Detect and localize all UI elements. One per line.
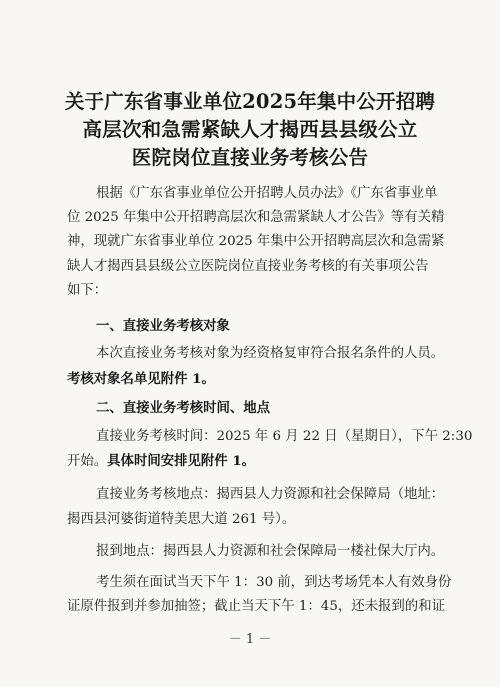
report-location: 报到地点：揭西县人力资源和社会保障局一楼社保大厅内。 [96, 544, 445, 559]
doc-title-line-3: 医院岗位直接业务考核公告 [131, 146, 369, 169]
candidate-note-line-1: 考生须在面试当天下午 1：30 前，到达考场凭本人有效身份 [96, 575, 452, 590]
exam-time-start: 开始。 [67, 454, 108, 469]
candidate-note-line-2: 证原件报到并参加抽签；截止当天下午 1：45，还未报到的和证 [67, 599, 445, 614]
doc-title-line-2: 高层次和急需紧缺人才揭西县县级公立 [82, 118, 418, 141]
exam-time-line-1: 直接业务考核时间：2025 年 6 月 22 日（星期日），下午 2:30 [96, 429, 473, 444]
intro-line-4: 缺人才揭西县县级公立医院岗位直接业务考核的有关事项公告 [67, 259, 429, 274]
exam-time-line-2 [67, 451, 255, 472]
section-1-attachment-note: 考核对象名单见附件 1。 [67, 371, 215, 387]
section-1-heading: 一、直接业务考核对象 [96, 318, 230, 334]
intro-line-2: 位 2025 年集中公开招聘高层次和急需紧缺人才公告》等有关精 [67, 210, 445, 225]
section-2-heading: 二、直接业务考核时间、地点 [96, 400, 271, 416]
intro-line-1: 根据《广东省事业单位公开招聘人员办法》《广东省事业单 [96, 186, 438, 201]
exam-place-line-2: 揭西县河婆街道特美思大道 261 号）。 [67, 512, 296, 527]
intro-line-3: 神，现就广东省事业单位 2025 年集中公开招聘高层次和急需紧 [67, 234, 445, 249]
intro-line-5: 如下： [67, 283, 108, 298]
exam-place-line-1: 直接业务考核地点：揭西县人力资源和社会保障局（地址： [96, 487, 445, 502]
section-1-paragraph: 本次直接业务考核对象为经资格复审符合报名条件的人员。 [96, 346, 445, 361]
doc-title-line-1: 关于广东省事业单位2025年集中公开招聘 [64, 90, 436, 113]
page-number: － 1 － [228, 632, 272, 647]
exam-time-schedule-note: 具体时间安排见附件 1。 [107, 453, 256, 469]
